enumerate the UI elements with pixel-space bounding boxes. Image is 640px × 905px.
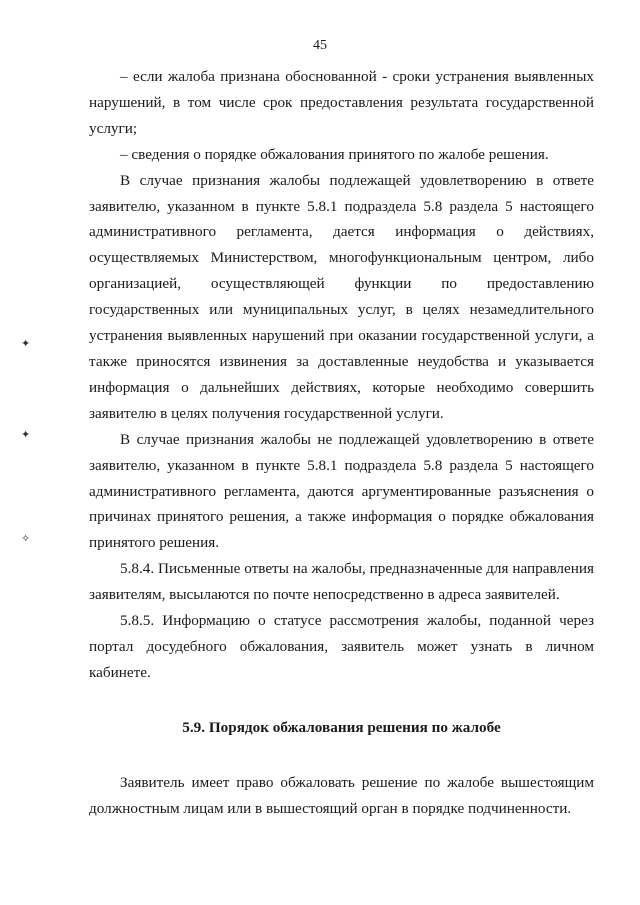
paragraph-complaint-satisfied: В случае признания жалобы подлежащей удовлетворению в ответе заявителю, указанном в пункте 5.8.1 подраздела 5.8 раздела 5 настоящего административного регламента, дается информация о действиях, осуществляемых Министерством, многофункциональным центром, либо организацией, осуществляющей функции по предоставлению государственных или муниципальных услуг, в целях незамедлительного устранения выявленных нарушений при оказании государственной услуги, а также приносятся извинения за доставленные неудобства и указывается информация о дальнейших действиях, которые необходимо совершить заявителю в целях получения государственной услуги. xyxy=(89,171,594,422)
document-body xyxy=(89,64,594,821)
paragraph-final: Заявитель имеет право обжаловать решение по жалобе вышестоящим должностным лицам или в вышестоящий орган в порядке подчиненности. xyxy=(89,773,594,817)
paragraph-complaint-rejected: В случае признания жалобы не подлежащей удовлетворению в ответе заявителю, указанном в пункте 5.8.1 подраздела 5.8 раздела 5 настоящего административного регламента, даются аргументированные разъяснения о причинах принятого решения, а также информация о порядке обжалования принятого решения. xyxy=(89,430,594,552)
margin-mark: ✦ xyxy=(21,429,31,441)
margin-mark: ✧ xyxy=(21,533,31,545)
section-heading: 5.9. Порядок обжалования решения по жалобе xyxy=(182,718,501,736)
paragraph-5-8-4: 5.8.4. Письменные ответы на жалобы, предназначенные для направления заявителям, высылаются по почте непосредственно в адреса заявителей. xyxy=(89,560,594,604)
paragraph-5-8-5: 5.8.5. Информацию о статусе рассмотрения жалобы, поданной через портал досудебного обжалования, заявитель может узнать в личном кабинете. xyxy=(89,612,594,681)
page-number: 45 xyxy=(313,38,327,53)
list-item-violations: – если жалоба признана обоснованной - сроки устранения выявленных нарушений, в том числе срок предоставления результата государственной услуги; xyxy=(89,68,594,137)
list-item-appeal-info: – сведения о порядке обжалования принятого по жалобе решения. xyxy=(120,145,549,163)
margin-mark: ✦ xyxy=(21,338,31,350)
